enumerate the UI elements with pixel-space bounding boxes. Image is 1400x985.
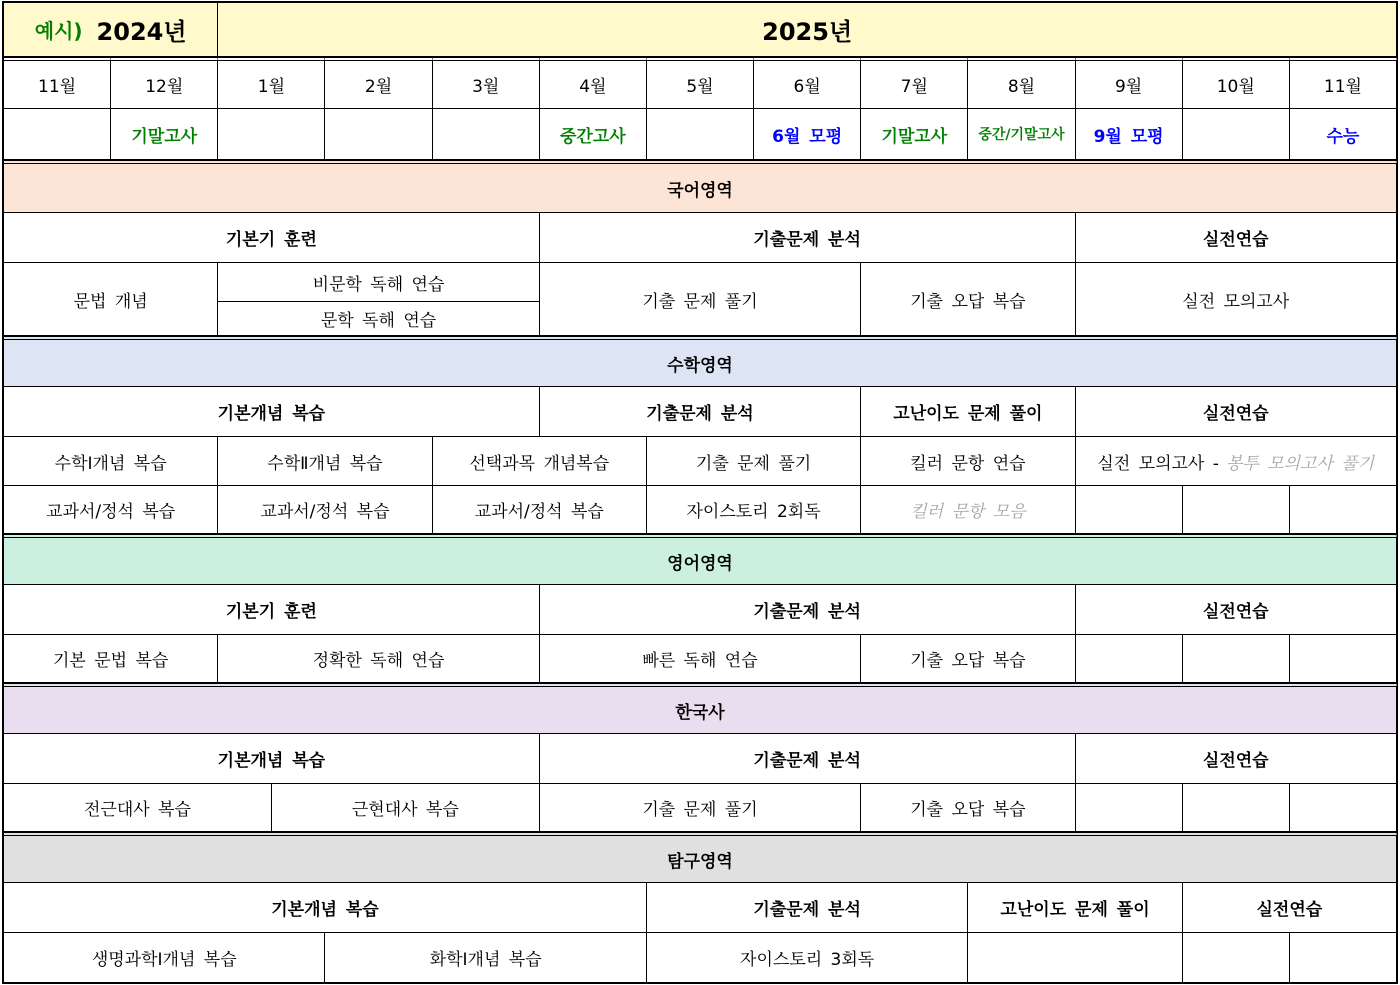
phase-header: 기본기 훈련 [4,585,540,635]
task-cell: 비문학 독해 연습 [218,263,539,302]
month-cell: 8월 [968,57,1075,109]
task-cell: 기출 오답 복습 [861,263,1075,336]
empty-cell [1076,635,1183,683]
empty-cell [1183,933,1290,983]
task-cell: 선택과목 개념복습 [433,437,647,486]
year-label-2024: 2024년 [96,18,187,46]
month-cell: 11월 [4,57,111,109]
exam-cell: 기말고사 [861,109,968,160]
month-cell: 6월 [754,57,861,109]
task-cell: 수학Ⅱ개념 복습 [218,437,432,486]
exam-cell: 9월 모평 [1076,109,1183,160]
exam-cell [218,109,325,160]
empty-cell [1183,486,1290,534]
month-cell: 9월 [1076,57,1183,109]
section-title-korean: 국어영역 [4,160,1397,213]
exam-cell [433,109,540,160]
phase-header: 실전연습 [1076,585,1397,635]
empty-cell [1290,933,1397,983]
month-cell: 12월 [111,57,218,109]
task-cell: 기본 문법 복습 [4,635,218,683]
year-cell-2025 [218,3,1397,57]
empty-cell [968,933,1182,983]
task-cell: 교과서/정석 복습 [218,486,432,534]
phase-header: 기출문제 분석 [540,387,861,437]
year-cell-2024 [4,3,218,57]
phase-header: 기출문제 분석 [647,883,968,933]
phase-header: 기출문제 분석 [540,213,1076,263]
empty-cell [1290,486,1397,534]
month-cell: 11월 [1290,57,1397,109]
task-cell: 수학Ⅰ개념 복습 [4,437,218,486]
task-cell: 킬러 문항 연습 [861,437,1075,486]
section-title-history: 한국사 [4,683,1397,734]
exam-cell [325,109,432,160]
phase-header: 기출문제 분석 [540,734,1076,784]
task-cell: 전근대사 복습 [4,784,272,832]
month-cell: 1월 [218,57,325,109]
section-title-english: 영어영역 [4,534,1397,585]
empty-cell [1183,784,1290,832]
task-cell: 기출 오답 복습 [861,784,1075,832]
phase-header: 실전연습 [1076,213,1397,263]
empty-cell [1076,784,1183,832]
year-label-2025: 2025년 [762,18,853,46]
empty-cell [1290,784,1397,832]
empty-cell [1183,635,1290,683]
month-cell: 7월 [861,57,968,109]
exam-cell: 6월 모평 [754,109,861,160]
task-cell: 생명과학Ⅰ개념 복습 [4,933,325,983]
task-cell: 실전 모의고사 [1076,263,1397,336]
task-cell: 근현대사 복습 [272,784,540,832]
task-cell: 기출 문제 풀기 [540,784,861,832]
task-cell: 빠른 독해 연습 [540,635,861,683]
section-title-math: 수학영역 [4,336,1397,387]
task-cell: 자이스토리 2회독 [647,486,861,534]
exam-cell [647,109,754,160]
task-cell: 기출 문제 풀기 [540,263,861,336]
exam-cell [1183,109,1290,160]
phase-header: 고난이도 문제 풀이 [968,883,1182,933]
month-cell: 2월 [325,57,432,109]
phase-header: 실전연습 [1076,734,1397,784]
month-cell: 4월 [540,57,647,109]
month-cell: 5월 [647,57,754,109]
example-label: 예시) [34,19,83,43]
task-cell: 킬러 문항 모음 [861,486,1075,534]
task-cell: 화학Ⅰ개념 복습 [325,933,646,983]
month-cell: 3월 [433,57,540,109]
section-title-inquiry: 탐구영역 [4,832,1397,883]
phase-header: 고난이도 문제 풀이 [861,387,1075,437]
mock-exam-note: 봉투 모의고사 풀기 [1225,453,1375,474]
task-cell: 문법 개념 [4,263,218,336]
task-cell: 문학 독해 연습 [218,302,539,336]
empty-cell [1076,486,1183,534]
task-cell: 자이스토리 3회독 [647,933,968,983]
study-plan-table [2,1,1398,984]
task-cell: 기출 문제 풀기 [647,437,861,486]
phase-header: 실전연습 [1183,883,1397,933]
exam-cell: 기말고사 [111,109,218,160]
task-cell-mock-exam [1076,437,1397,486]
exam-cell: 중간/기말고사 [968,109,1075,160]
month-cell: 10월 [1183,57,1290,109]
phase-header: 기출문제 분석 [540,585,1076,635]
task-cell: 기출 오답 복습 [861,635,1075,683]
task-cell: 정확한 독해 연습 [218,635,539,683]
phase-header: 기본기 훈련 [4,213,540,263]
task-cell: 교과서/정석 복습 [433,486,647,534]
mock-exam-label: 실전 모의고사 - [1097,453,1219,474]
task-cell: 교과서/정석 복습 [4,486,218,534]
exam-cell [4,109,111,160]
empty-cell [1290,635,1397,683]
phase-header: 기본개념 복습 [4,883,647,933]
phase-header: 실전연습 [1076,387,1397,437]
exam-cell: 중간고사 [540,109,647,160]
phase-header: 기본개념 복습 [4,387,540,437]
phase-header: 기본개념 복습 [4,734,540,784]
exam-cell: 수능 [1290,109,1397,160]
